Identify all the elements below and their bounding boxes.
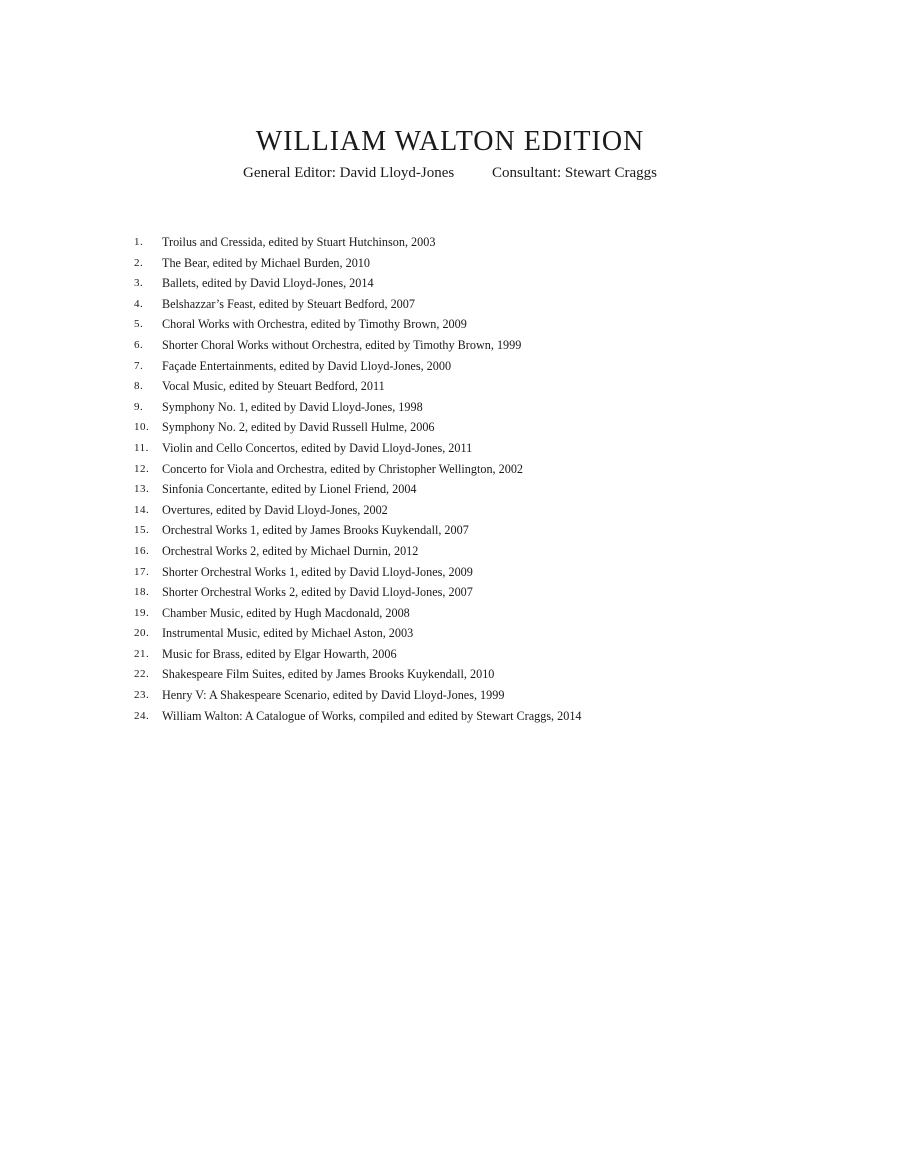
volume-title: Violin and Cello Concertos, edited by David Lloyd-Jones, 2011 [162, 440, 473, 455]
volume-title: William Walton: A Catalogue of Works, compiled and edited by Stewart Craggs, 2014 [162, 708, 582, 723]
volume-number: 23. [134, 689, 150, 702]
volume-number: 7. [134, 359, 144, 372]
volume-title: Orchestral Works 2, edited by Michael Durnin, 2012 [162, 543, 419, 558]
page-title: WILLIAM WALTON EDITION [255, 126, 645, 157]
volume-title: The Bear, edited by Michael Burden, 2010 [162, 255, 370, 270]
volume-number: 19. [134, 606, 150, 619]
volume-number: 22. [134, 668, 150, 681]
volume-number: 10. [134, 421, 150, 434]
volume-title: Shakespeare Film Suites, edited by James Brooks Kuykendall, 2010 [162, 667, 495, 682]
editors-line [0, 163, 900, 183]
volume-number: 13. [134, 483, 150, 496]
volume-title: Shorter Orchestral Works 2, edited by David Lloyd-Jones, 2007 [162, 585, 473, 600]
volume-title: Troilus and Cressida, edited by Stuart Hutchinson, 2003 [162, 235, 436, 249]
volume-title: Symphony No. 1, edited by David Lloyd-Jones, 1998 [162, 399, 423, 414]
volume-title: Henry V: A Shakespeare Scenario, edited by David Lloyd-Jones, 1999 [162, 688, 505, 703]
volume-number: 20. [134, 627, 150, 640]
volume-number: 15. [134, 524, 150, 537]
volume-number: 18. [134, 586, 150, 599]
volume-number: 5. [134, 318, 144, 331]
volume-title: Vocal Music, edited by Steuart Bedford, 2011 [162, 379, 385, 394]
volume-number: 8. [134, 380, 144, 393]
volume-number: 17. [134, 565, 150, 578]
volume-number: 3. [134, 277, 144, 290]
volume-number: 9. [134, 400, 144, 413]
volume-title: Music for Brass, edited by Elgar Howarth, 2006 [162, 646, 397, 661]
volume-title: Shorter Orchestral Works 1, edited by David Lloyd-Jones, 2009 [162, 564, 473, 579]
volume-title: Choral Works with Orchestra, edited by Timothy Brown, 2009 [162, 317, 467, 332]
volume-number: 4. [134, 297, 144, 310]
volume-number: 6. [134, 338, 144, 351]
volume-title: Symphony No. 2, edited by David Russell Hulme, 2006 [162, 420, 435, 435]
volume-number: 24. [134, 709, 150, 722]
volume-title: Ballets, edited by David Lloyd-Jones, 2014 [162, 276, 374, 291]
consultant: Consultant: Stewart Craggs [491, 165, 657, 181]
volume-title: Orchestral Works 1, edited by James Brooks Kuykendall, 2007 [162, 523, 469, 538]
volume-title: Overtures, edited by David Lloyd-Jones, 2002 [162, 502, 388, 517]
volume-number: 12. [134, 462, 150, 475]
volume-number: 2. [134, 256, 144, 269]
volume-number: 14. [134, 503, 150, 516]
volume-title: Façade Entertainments, edited by David Lloyd-Jones, 2000 [162, 358, 452, 373]
volume-title: Shorter Choral Works without Orchestra, edited by Timothy Brown, 1999 [162, 337, 522, 352]
volume-number: 21. [134, 647, 150, 660]
volume-number: 1. [134, 236, 144, 248]
volume-number: 16. [134, 544, 150, 557]
general-editor: General Editor: David Lloyd-Jones [243, 165, 455, 181]
volume-number: 11. [134, 441, 149, 454]
volume-title: Belshazzar’s Feast, edited by Steuart Bedford, 2007 [162, 296, 415, 311]
volume-title: Concerto for Viola and Orchestra, edited by Christopher Wellington, 2002 [162, 461, 524, 476]
volume-title: Sinfonia Concertante, edited by Lionel Friend, 2004 [162, 482, 417, 497]
volume-title: Instrumental Music, edited by Michael Aston, 2003 [162, 626, 414, 641]
volume-title: Chamber Music, edited by Hugh Macdonald, 2008 [162, 605, 410, 620]
